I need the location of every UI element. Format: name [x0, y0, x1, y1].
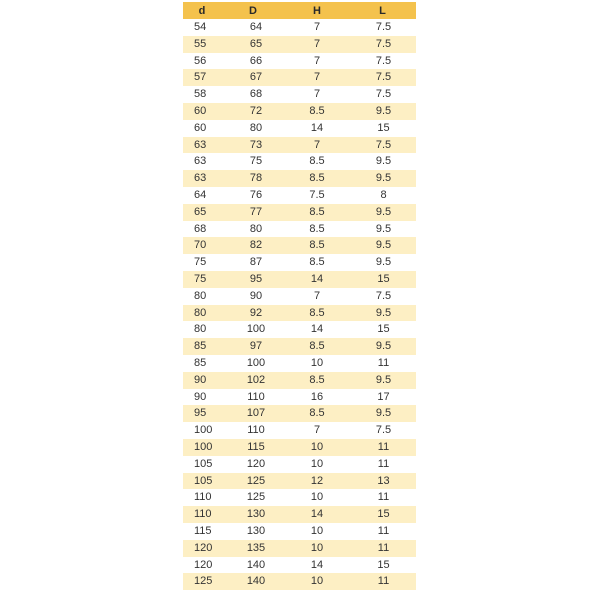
cell-D: 140 — [221, 573, 285, 590]
cell-d: 120 — [183, 557, 221, 574]
column-header-L: L — [349, 2, 416, 19]
cell-d: 65 — [183, 204, 221, 221]
table-row — [183, 53, 416, 70]
table-row — [183, 489, 416, 506]
cell-d: 60 — [183, 103, 221, 120]
cell-H: 7 — [285, 422, 349, 439]
cell-d: 105 — [183, 456, 221, 473]
table-row — [183, 439, 416, 456]
cell-H: 7 — [285, 137, 349, 154]
cell-D: 75 — [221, 153, 285, 170]
cell-D: 140 — [221, 557, 285, 574]
cell-H: 8.5 — [285, 221, 349, 238]
cell-D: 90 — [221, 288, 285, 305]
cell-d: 105 — [183, 473, 221, 490]
cell-d: 115 — [183, 523, 221, 540]
cell-L: 7.5 — [349, 53, 416, 70]
cell-H: 14 — [285, 506, 349, 523]
table-row — [183, 540, 416, 557]
cell-L: 11 — [349, 489, 416, 506]
column-header-H: H — [285, 2, 349, 19]
cell-H: 12 — [285, 473, 349, 490]
cell-L: 9.5 — [349, 305, 416, 322]
table-row — [183, 204, 416, 221]
table-row — [183, 103, 416, 120]
cell-L: 9.5 — [349, 204, 416, 221]
cell-L: 7.5 — [349, 288, 416, 305]
cell-H: 14 — [285, 120, 349, 137]
cell-L: 7.5 — [349, 36, 416, 53]
cell-L: 11 — [349, 456, 416, 473]
table-row — [183, 321, 416, 338]
table-row — [183, 69, 416, 86]
cell-D: 95 — [221, 271, 285, 288]
cell-L: 9.5 — [349, 338, 416, 355]
cell-L: 11 — [349, 355, 416, 372]
cell-L: 9.5 — [349, 170, 416, 187]
table-row — [183, 405, 416, 422]
cell-d: 70 — [183, 237, 221, 254]
table-row — [183, 523, 416, 540]
cell-H: 10 — [285, 540, 349, 557]
table-row — [183, 86, 416, 103]
cell-d: 75 — [183, 271, 221, 288]
cell-H: 14 — [285, 321, 349, 338]
table-row — [183, 506, 416, 523]
cell-D: 100 — [221, 355, 285, 372]
table-row — [183, 170, 416, 187]
cell-D: 64 — [221, 19, 285, 36]
cell-H: 10 — [285, 355, 349, 372]
cell-d: 63 — [183, 170, 221, 187]
cell-H: 8.5 — [285, 237, 349, 254]
table-row — [183, 221, 416, 238]
cell-d: 125 — [183, 573, 221, 590]
table-row — [183, 137, 416, 154]
cell-L: 11 — [349, 540, 416, 557]
table-row — [183, 305, 416, 322]
cell-d: 68 — [183, 221, 221, 238]
header-row — [183, 2, 416, 19]
cell-D: 110 — [221, 389, 285, 406]
cell-H: 7 — [285, 53, 349, 70]
table-row — [183, 187, 416, 204]
cell-L: 9.5 — [349, 372, 416, 389]
table-row — [183, 237, 416, 254]
cell-d: 60 — [183, 120, 221, 137]
cell-d: 95 — [183, 405, 221, 422]
cell-D: 97 — [221, 338, 285, 355]
table-row — [183, 422, 416, 439]
cell-D: 107 — [221, 405, 285, 422]
cell-D: 100 — [221, 321, 285, 338]
cell-L: 15 — [349, 120, 416, 137]
table-row — [183, 271, 416, 288]
cell-L: 15 — [349, 321, 416, 338]
column-header-d: d — [183, 2, 221, 19]
cell-D: 65 — [221, 36, 285, 53]
cell-D: 73 — [221, 137, 285, 154]
cell-d: 54 — [183, 19, 221, 36]
cell-H: 8.5 — [285, 170, 349, 187]
cell-d: 55 — [183, 36, 221, 53]
dimension-table-container — [183, 2, 416, 590]
table-row — [183, 338, 416, 355]
table-row — [183, 355, 416, 372]
cell-D: 68 — [221, 86, 285, 103]
cell-d: 57 — [183, 69, 221, 86]
cell-d: 75 — [183, 254, 221, 271]
cell-D: 92 — [221, 305, 285, 322]
table-row — [183, 473, 416, 490]
cell-D: 76 — [221, 187, 285, 204]
table-row — [183, 288, 416, 305]
cell-H: 7 — [285, 36, 349, 53]
cell-H: 10 — [285, 489, 349, 506]
cell-L: 7.5 — [349, 69, 416, 86]
cell-d: 90 — [183, 389, 221, 406]
column-header-D: D — [221, 2, 285, 19]
cell-D: 120 — [221, 456, 285, 473]
cell-H: 10 — [285, 523, 349, 540]
cell-D: 77 — [221, 204, 285, 221]
cell-H: 8.5 — [285, 103, 349, 120]
cell-L: 15 — [349, 557, 416, 574]
cell-L: 15 — [349, 271, 416, 288]
dimension-table — [183, 2, 416, 590]
table-row — [183, 456, 416, 473]
cell-H: 8.5 — [285, 405, 349, 422]
cell-H: 8.5 — [285, 204, 349, 221]
table-row — [183, 19, 416, 36]
cell-D: 66 — [221, 53, 285, 70]
cell-D: 130 — [221, 506, 285, 523]
cell-d: 80 — [183, 321, 221, 338]
cell-L: 9.5 — [349, 237, 416, 254]
cell-D: 110 — [221, 422, 285, 439]
cell-d: 80 — [183, 288, 221, 305]
cell-d: 110 — [183, 489, 221, 506]
cell-H: 16 — [285, 389, 349, 406]
cell-L: 11 — [349, 573, 416, 590]
table-row — [183, 557, 416, 574]
cell-D: 115 — [221, 439, 285, 456]
cell-d: 80 — [183, 305, 221, 322]
cell-d: 110 — [183, 506, 221, 523]
cell-D: 130 — [221, 523, 285, 540]
cell-D: 87 — [221, 254, 285, 271]
cell-D: 125 — [221, 473, 285, 490]
cell-D: 82 — [221, 237, 285, 254]
cell-L: 9.5 — [349, 103, 416, 120]
cell-d: 85 — [183, 338, 221, 355]
cell-d: 63 — [183, 137, 221, 154]
cell-H: 8.5 — [285, 338, 349, 355]
cell-L: 15 — [349, 506, 416, 523]
cell-d: 63 — [183, 153, 221, 170]
cell-H: 7 — [285, 288, 349, 305]
cell-d: 56 — [183, 53, 221, 70]
table-header — [183, 2, 416, 19]
table-row — [183, 573, 416, 590]
table-row — [183, 120, 416, 137]
cell-L: 17 — [349, 389, 416, 406]
cell-H: 7 — [285, 86, 349, 103]
cell-L: 7.5 — [349, 86, 416, 103]
cell-d: 85 — [183, 355, 221, 372]
cell-H: 10 — [285, 573, 349, 590]
cell-H: 8.5 — [285, 153, 349, 170]
cell-L: 9.5 — [349, 254, 416, 271]
cell-H: 7 — [285, 69, 349, 86]
cell-L: 9.5 — [349, 153, 416, 170]
cell-L: 8 — [349, 187, 416, 204]
cell-D: 78 — [221, 170, 285, 187]
cell-H: 10 — [285, 439, 349, 456]
cell-L: 7.5 — [349, 422, 416, 439]
cell-D: 72 — [221, 103, 285, 120]
cell-D: 125 — [221, 489, 285, 506]
cell-D: 67 — [221, 69, 285, 86]
cell-H: 14 — [285, 271, 349, 288]
cell-H: 10 — [285, 456, 349, 473]
table-row — [183, 254, 416, 271]
cell-H: 8.5 — [285, 305, 349, 322]
cell-d: 120 — [183, 540, 221, 557]
cell-d: 64 — [183, 187, 221, 204]
cell-D: 102 — [221, 372, 285, 389]
cell-H: 7 — [285, 19, 349, 36]
cell-H: 8.5 — [285, 372, 349, 389]
cell-L: 11 — [349, 439, 416, 456]
cell-L: 13 — [349, 473, 416, 490]
cell-D: 80 — [221, 221, 285, 238]
cell-D: 135 — [221, 540, 285, 557]
cell-D: 80 — [221, 120, 285, 137]
table-row — [183, 153, 416, 170]
cell-d: 58 — [183, 86, 221, 103]
table-row — [183, 372, 416, 389]
cell-H: 8.5 — [285, 254, 349, 271]
cell-L: 7.5 — [349, 19, 416, 36]
cell-L: 11 — [349, 523, 416, 540]
cell-d: 90 — [183, 372, 221, 389]
table-body — [183, 19, 416, 590]
table-row — [183, 389, 416, 406]
cell-L: 9.5 — [349, 221, 416, 238]
cell-H: 7.5 — [285, 187, 349, 204]
cell-L: 9.5 — [349, 405, 416, 422]
cell-d: 100 — [183, 422, 221, 439]
table-row — [183, 36, 416, 53]
cell-L: 7.5 — [349, 137, 416, 154]
cell-d: 100 — [183, 439, 221, 456]
cell-H: 14 — [285, 557, 349, 574]
